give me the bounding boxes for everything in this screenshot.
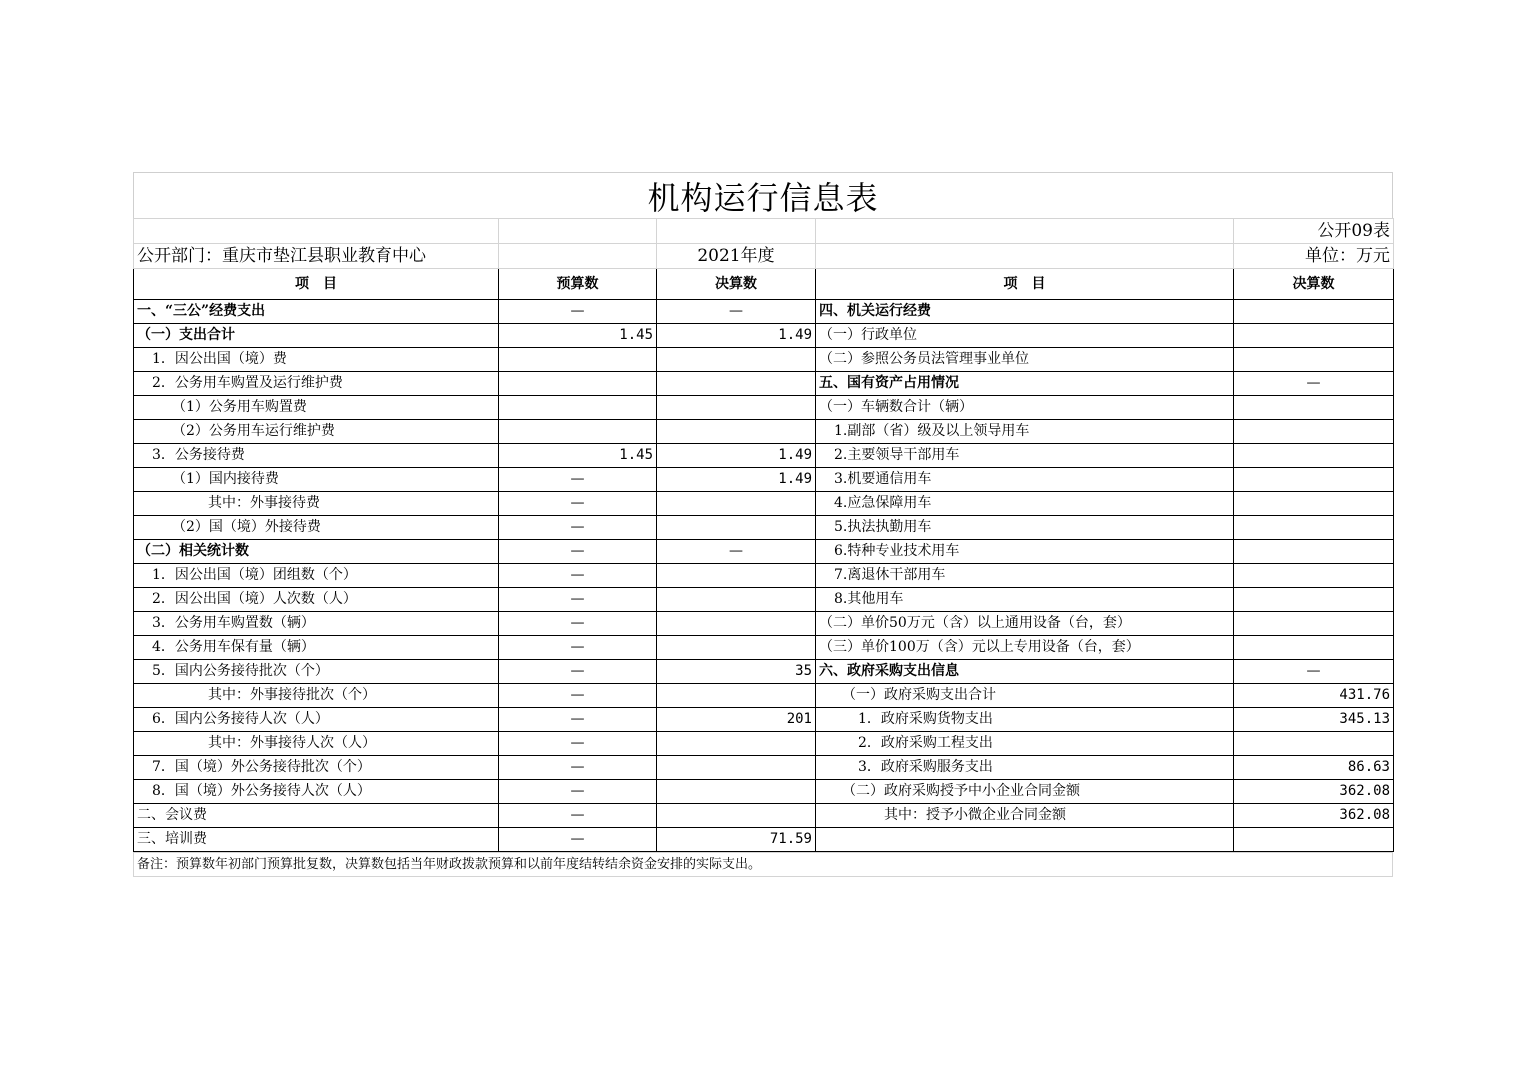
row-final-right: 431.76 <box>1234 684 1394 708</box>
row-final-right <box>1234 492 1394 516</box>
row-budget: — <box>499 516 657 540</box>
note-table <box>133 852 1393 877</box>
table-row <box>134 636 1394 660</box>
row-budget <box>499 372 657 396</box>
row-final-left <box>657 684 816 708</box>
row-item-left: 二、会议费 <box>134 804 499 828</box>
row-final-right <box>1234 324 1394 348</box>
table-row <box>134 828 1394 852</box>
row-item-left: 3．公务接待费 <box>134 444 499 468</box>
row-item-left: 其中：外事接待批次（个） <box>134 684 499 708</box>
header-row <box>134 269 1394 300</box>
row-final-left <box>657 636 816 660</box>
row-final-left <box>657 588 816 612</box>
row-final-right: 362.08 <box>1234 804 1394 828</box>
row-budget: — <box>499 636 657 660</box>
row-budget: — <box>499 684 657 708</box>
table-row <box>134 732 1394 756</box>
row-final-left <box>657 564 816 588</box>
row-item-left: 2．公务用车购置及运行维护费 <box>134 372 499 396</box>
row-final-left <box>657 612 816 636</box>
row-item-right: 3.机要通信用车 <box>816 468 1234 492</box>
row-final-left <box>657 756 816 780</box>
report-title: 机构运行信息表 <box>133 172 1393 218</box>
row-final-left: — <box>657 540 816 564</box>
row-final-left <box>657 780 816 804</box>
row-final-right <box>1234 732 1394 756</box>
table-row <box>134 708 1394 732</box>
row-final-right: 345.13 <box>1234 708 1394 732</box>
row-item-right: 3．政府采购服务支出 <box>816 756 1234 780</box>
row-final-right <box>1234 540 1394 564</box>
row-item-left: 5．国内公务接待批次（个） <box>134 660 499 684</box>
row-final-left <box>657 396 816 420</box>
table-row <box>134 612 1394 636</box>
row-final-left: 35 <box>657 660 816 684</box>
row-final-left: 71.59 <box>657 828 816 852</box>
row-final-left <box>657 516 816 540</box>
row-item-left: 8．国（境）外公务接待人次（人） <box>134 780 499 804</box>
header-item-left: 项 目 <box>134 269 499 300</box>
row-item-right: （三）单价100万（含）元以上专用设备（台，套） <box>816 636 1234 660</box>
row-final-right <box>1234 468 1394 492</box>
row-item-left: （1）国内接待费 <box>134 468 499 492</box>
row-item-right: 5.执法执勤用车 <box>816 516 1234 540</box>
footnote: 备注：预算数年初部门预算批复数，决算数包括当年财政拨款预算和以前年度结转结余资金安排的实际支出。 <box>134 853 1393 877</box>
row-final-left: — <box>657 300 816 324</box>
row-item-left: 其中：外事接待人次（人） <box>134 732 499 756</box>
meta-row <box>134 244 1394 269</box>
row-budget: — <box>499 804 657 828</box>
header-item-right: 项 目 <box>816 269 1234 300</box>
table-row <box>134 588 1394 612</box>
row-item-left: 一、“三公”经费支出 <box>134 300 499 324</box>
row-final-right <box>1234 444 1394 468</box>
row-final-left <box>657 420 816 444</box>
row-item-left: （1）公务用车购置费 <box>134 396 499 420</box>
row-final-right <box>1234 420 1394 444</box>
table-row <box>134 684 1394 708</box>
table-row <box>134 516 1394 540</box>
report-table <box>133 218 1394 852</box>
row-budget: — <box>499 660 657 684</box>
row-item-right: 7.离退休干部用车 <box>816 564 1234 588</box>
row-budget: — <box>499 588 657 612</box>
row-item-left: 1．因公出国（境）费 <box>134 348 499 372</box>
row-final-left: 1.49 <box>657 324 816 348</box>
row-final-right <box>1234 612 1394 636</box>
row-item-right: 2.主要领导干部用车 <box>816 444 1234 468</box>
row-item-left: 1．因公出国（境）团组数（个） <box>134 564 499 588</box>
row-item-left: （二）相关统计数 <box>134 540 499 564</box>
row-item-right: 8.其他用车 <box>816 588 1234 612</box>
row-budget: 1.45 <box>499 324 657 348</box>
row-item-right: 四、机关运行经费 <box>816 300 1234 324</box>
row-final-left <box>657 372 816 396</box>
row-budget: — <box>499 300 657 324</box>
row-item-right: （一）行政单位 <box>816 324 1234 348</box>
row-item-left: （一）支出合计 <box>134 324 499 348</box>
row-final-right <box>1234 348 1394 372</box>
row-budget: — <box>499 612 657 636</box>
report-sheet <box>133 172 1393 877</box>
row-item-right: 6.特种专业技术用车 <box>816 540 1234 564</box>
row-budget: — <box>499 828 657 852</box>
row-final-left: 1.49 <box>657 468 816 492</box>
row-final-left: 1.49 <box>657 444 816 468</box>
row-budget: — <box>499 732 657 756</box>
row-final-right <box>1234 564 1394 588</box>
table-row <box>134 780 1394 804</box>
row-item-right: 其中：授予小微企业合同金额 <box>816 804 1234 828</box>
table-row <box>134 372 1394 396</box>
table-row <box>134 660 1394 684</box>
row-final-left <box>657 492 816 516</box>
row-item-left: 2．因公出国（境）人次数（人） <box>134 588 499 612</box>
department-label: 公开部门：重庆市垫江县职业教育中心 <box>134 244 499 269</box>
table-row <box>134 300 1394 324</box>
table-row <box>134 756 1394 780</box>
table-row <box>134 324 1394 348</box>
row-budget: — <box>499 780 657 804</box>
row-item-right: （二）参照公务员法管理事业单位 <box>816 348 1234 372</box>
row-item-right: （一）政府采购支出合计 <box>816 684 1234 708</box>
row-budget <box>499 420 657 444</box>
row-item-right: 4.应急保障用车 <box>816 492 1234 516</box>
row-item-right: （二）单价50万元（含）以上通用设备（台，套） <box>816 612 1234 636</box>
row-budget <box>499 396 657 420</box>
unit-label: 单位：万元 <box>1234 244 1394 269</box>
row-final-right: 86.63 <box>1234 756 1394 780</box>
row-item-right: 六、政府采购支出信息 <box>816 660 1234 684</box>
table-row <box>134 564 1394 588</box>
table-row <box>134 396 1394 420</box>
header-final-left: 决算数 <box>657 269 816 300</box>
row-final-right: 362.08 <box>1234 780 1394 804</box>
fiscal-year: 2021年度 <box>657 244 816 269</box>
row-final-right <box>1234 300 1394 324</box>
row-final-right <box>1234 588 1394 612</box>
row-budget: — <box>499 564 657 588</box>
row-final-right <box>1234 636 1394 660</box>
row-budget <box>499 348 657 372</box>
table-row <box>134 468 1394 492</box>
table-row <box>134 420 1394 444</box>
row-budget: — <box>499 708 657 732</box>
row-budget: — <box>499 540 657 564</box>
table-row <box>134 492 1394 516</box>
table-row <box>134 540 1394 564</box>
table-code: 公开09表 <box>1234 219 1394 244</box>
table-row <box>134 444 1394 468</box>
row-item-left: 7．国（境）外公务接待批次（个） <box>134 756 499 780</box>
row-item-left: 三、培训费 <box>134 828 499 852</box>
row-final-right <box>1234 396 1394 420</box>
row-final-left <box>657 348 816 372</box>
row-item-right: 五、国有资产占用情况 <box>816 372 1234 396</box>
row-final-right: — <box>1234 660 1394 684</box>
row-final-left <box>657 804 816 828</box>
table-row <box>134 804 1394 828</box>
row-item-left: （2）国（境）外接待费 <box>134 516 499 540</box>
row-item-left: 4．公务用车保有量（辆） <box>134 636 499 660</box>
row-item-right <box>816 828 1234 852</box>
row-item-left: 6．国内公务接待人次（人） <box>134 708 499 732</box>
header-final-right: 决算数 <box>1234 269 1394 300</box>
row-budget: — <box>499 756 657 780</box>
row-budget: — <box>499 468 657 492</box>
row-item-right: 1.副部（省）级及以上领导用车 <box>816 420 1234 444</box>
table-code-row <box>134 219 1394 244</box>
row-final-left <box>657 732 816 756</box>
row-budget: 1.45 <box>499 444 657 468</box>
row-item-right: 2．政府采购工程支出 <box>816 732 1234 756</box>
row-final-right: — <box>1234 372 1394 396</box>
header-budget: 预算数 <box>499 269 657 300</box>
row-final-left: 201 <box>657 708 816 732</box>
row-final-right <box>1234 828 1394 852</box>
row-item-right: （一）车辆数合计（辆） <box>816 396 1234 420</box>
row-item-right: （二）政府采购授予中小企业合同金额 <box>816 780 1234 804</box>
table-row <box>134 348 1394 372</box>
row-item-right: 1．政府采购货物支出 <box>816 708 1234 732</box>
row-item-left: （2）公务用车运行维护费 <box>134 420 499 444</box>
row-item-left: 其中：外事接待费 <box>134 492 499 516</box>
row-final-right <box>1234 516 1394 540</box>
row-budget: — <box>499 492 657 516</box>
row-item-left: 3．公务用车购置数（辆） <box>134 612 499 636</box>
